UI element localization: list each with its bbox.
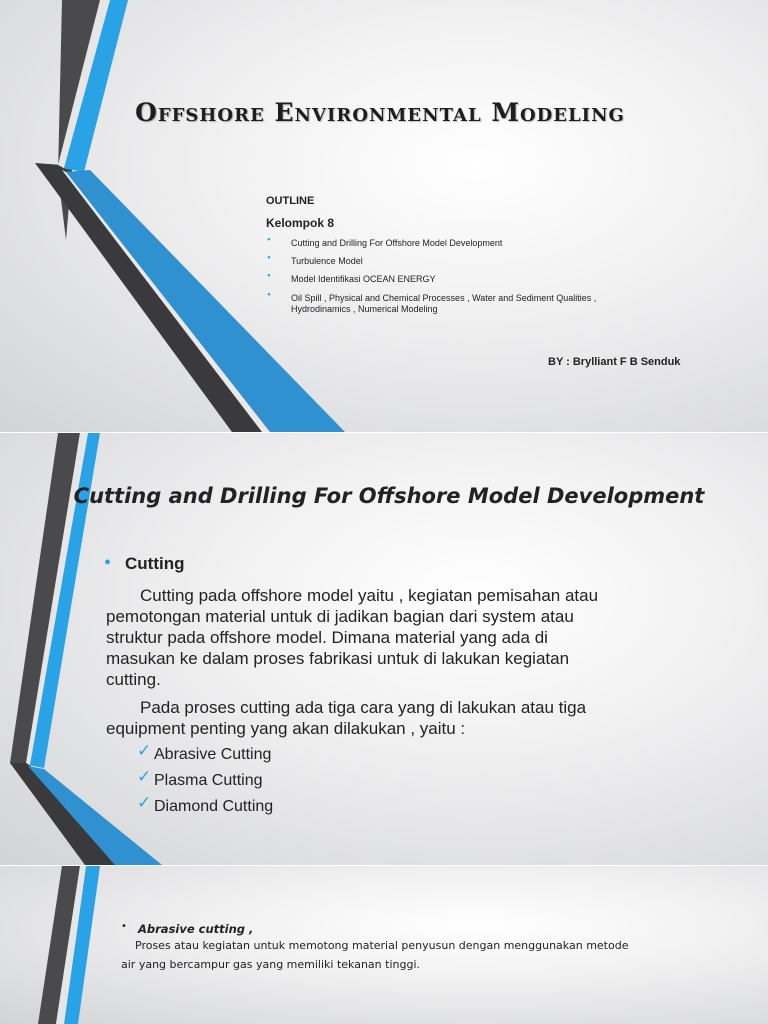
bullet-icon: • xyxy=(267,289,271,301)
outline-item-1: Cutting and Drilling For Offshore Model Development xyxy=(291,238,503,248)
check-icon: ✓ xyxy=(137,793,152,812)
bullet-icon: • xyxy=(104,552,112,574)
outline-item-4-cont: Hydrodinamics , Numerical Modeling xyxy=(291,304,438,314)
check-item-abrasive: Abrasive Cutting xyxy=(154,746,272,763)
slide-1-title: Offshore Environmental Modeling xyxy=(135,98,625,127)
slide-3 xyxy=(0,866,768,1024)
paragraph-line: pemotongan material untuk di jadikan bagian dari system atau xyxy=(106,607,574,626)
outline-item-4: Oil Spill , Physical and Chemical Processes , Water and Sediment Qualities , xyxy=(291,293,597,303)
outline-item-3: Model Identifikasi OCEAN ENERGY xyxy=(291,274,436,284)
paragraph-line: equipment penting yang akan dilakukan , yaitu : xyxy=(106,719,466,738)
bullet-icon: • xyxy=(267,270,271,282)
author-credit: BY : Brylliant F B Senduk xyxy=(548,356,681,368)
group-label: Kelompok 8 xyxy=(266,216,335,230)
paragraph-line: masukan ke dalam proses fabrikasi untuk di lakukan kegiatan xyxy=(106,649,570,668)
check-icon: ✓ xyxy=(137,767,152,786)
bullet-icon: • xyxy=(267,252,271,264)
bullet-icon: • xyxy=(267,234,271,246)
abrasive-heading: Abrasive cutting , xyxy=(138,922,254,936)
paragraph-line: struktur pada offshore model. Dimana material yang ada di xyxy=(106,628,548,647)
check-item-diamond: Diamond Cutting xyxy=(154,798,274,815)
check-icon: ✓ xyxy=(137,741,152,760)
slide-2 xyxy=(0,433,768,865)
check-item-plasma: Plasma Cutting xyxy=(154,772,263,789)
abrasive-desc-line-2: air yang bercampur gas yang memiliki tekanan tinggi. xyxy=(121,958,421,971)
paragraph-line: Pada proses cutting ada tiga cara yang di lakukan atau tiga xyxy=(140,698,587,717)
outline-item-2: Turbulence Model xyxy=(291,256,363,266)
bullet-icon: • xyxy=(121,921,127,932)
slide-1 xyxy=(0,0,768,432)
abrasive-desc-line-1: Proses atau kegiatan untuk memotong material penyusun dengan menggunakan metode xyxy=(135,939,629,952)
paragraph-line: Cutting pada offshore model yaitu , kegiatan pemisahan atau xyxy=(140,586,599,605)
outline-label: OUTLINE xyxy=(266,195,315,207)
paragraph-line: cutting. xyxy=(106,670,161,689)
cutting-heading: Cutting xyxy=(125,554,185,573)
slide-2-title: Cutting and Drilling For Offshore Model Development xyxy=(73,484,705,508)
